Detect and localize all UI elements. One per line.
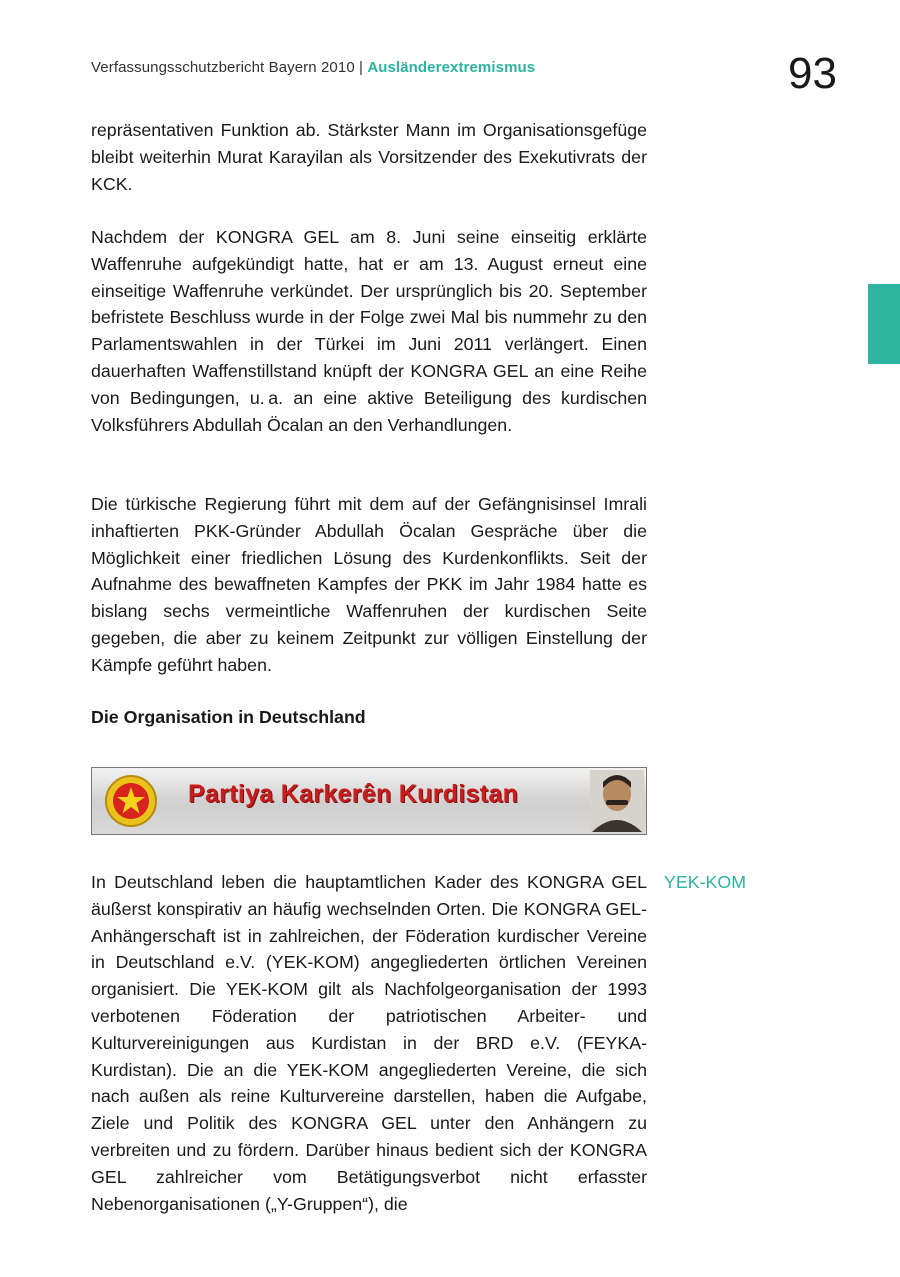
publication-title: Verfassungsschutzbericht Bayern 2010 [91,59,355,76]
chapter-tab-marker [868,284,900,364]
header-separator: | [354,59,368,76]
star-emblem-icon [104,774,158,828]
page-number: 93 [788,49,837,98]
pkk-banner-image [91,767,647,835]
section-heading: Die Organisation in Deutschland [91,707,366,727]
paragraph-1-text: repräsentativen Funktion ab. Stärkster Mann im Organisationsgefüge bleibt weiterhin Murat Karayilan als Vorsitzender des Exekutivrats der KCK. [91,120,647,194]
paragraph-4-text: In Deutschland leben die hauptamtlichen Kader des KONGRA GEL äußerst konspirativ an häufig wechselnden Orten. Die KONGRA GEL-Anhängerschaft ist in zahlreichen, der Föderation kurdischer Vereine in Deutschland e.V. (YEK-KOM) angegliederten örtlichen Vereinen organisiert. Die YEK-KOM gilt als Nachfolgeorganisation der 1993 verbotenen Föderation der patriotischen Arbeiter- und Kulturvereinigungen aus Kurdistan in der BRD e.V. (FEYKA-Kurdistan). Die an die YEK-KOM angegliederten Vereine, die sich nach außen als reine Kulturvereine darstellen, haben die Aufgabe, Ziele und Politik des KONGRA GEL unter den Anhängern zu verbreiten und zu fördern. Darüber hinaus bedient sich der KONGRA GEL zahlreicher vom Betätigungsverbot nicht erfasster Nebenorganisationen („Y-Gruppen“), die [91,872,647,1214]
paragraph-3 [91,491,647,679]
running-header [91,59,535,76]
section-title: Ausländerextremismus [367,59,536,76]
paragraph-1 [91,117,647,197]
margin-note: YEK-KOM [664,872,747,892]
portrait-photo-icon [590,770,644,832]
paragraph-2 [91,224,647,438]
paragraph-4 [91,869,647,1217]
paragraph-3-text: Die türkische Regierung führt mit dem auf der Gefängnisinsel Imrali inhaftierten PKK-Gründer Abdullah Öcalan Gespräche über die Möglichkeit einer friedlichen Lösung des Kurdenkonflikts. Seit der Aufnahme des bewaffneten Kampfes der PKK im Jahr 1984 hatte es bislang sechs vermeintliche Waffenruhen der kurdischen Seite gegeben, die aber zu keinem Zeitpunkt zur völligen Einstellung der Kämpfe geführt haben. [91,494,647,675]
paragraph-2-text: Nachdem der KONGRA GEL am 8. Juni seine einseitig erklärte Waffenruhe aufgekündigt hatte, hat er am 13. August erneut eine einseitige Waffenruhe verkündet. Der ursprünglich bis 20. September befristete Beschluss wurde in der Folge zwei Mal bis nummehr zu den Parlamentswahlen in der Türkei im Juni 2011 verlängert. Einen dauerhaften Waffenstillstand knüpft der KONGRA GEL an eine Reihe von Bedingungen, u. a. an eine aktive Beteiligung des kurdischen Volksführers Abdullah Öcalan an den Verhandlungen. [91,227,647,435]
banner-title: Partiya Karkerên Kurdistan [188,780,519,808]
